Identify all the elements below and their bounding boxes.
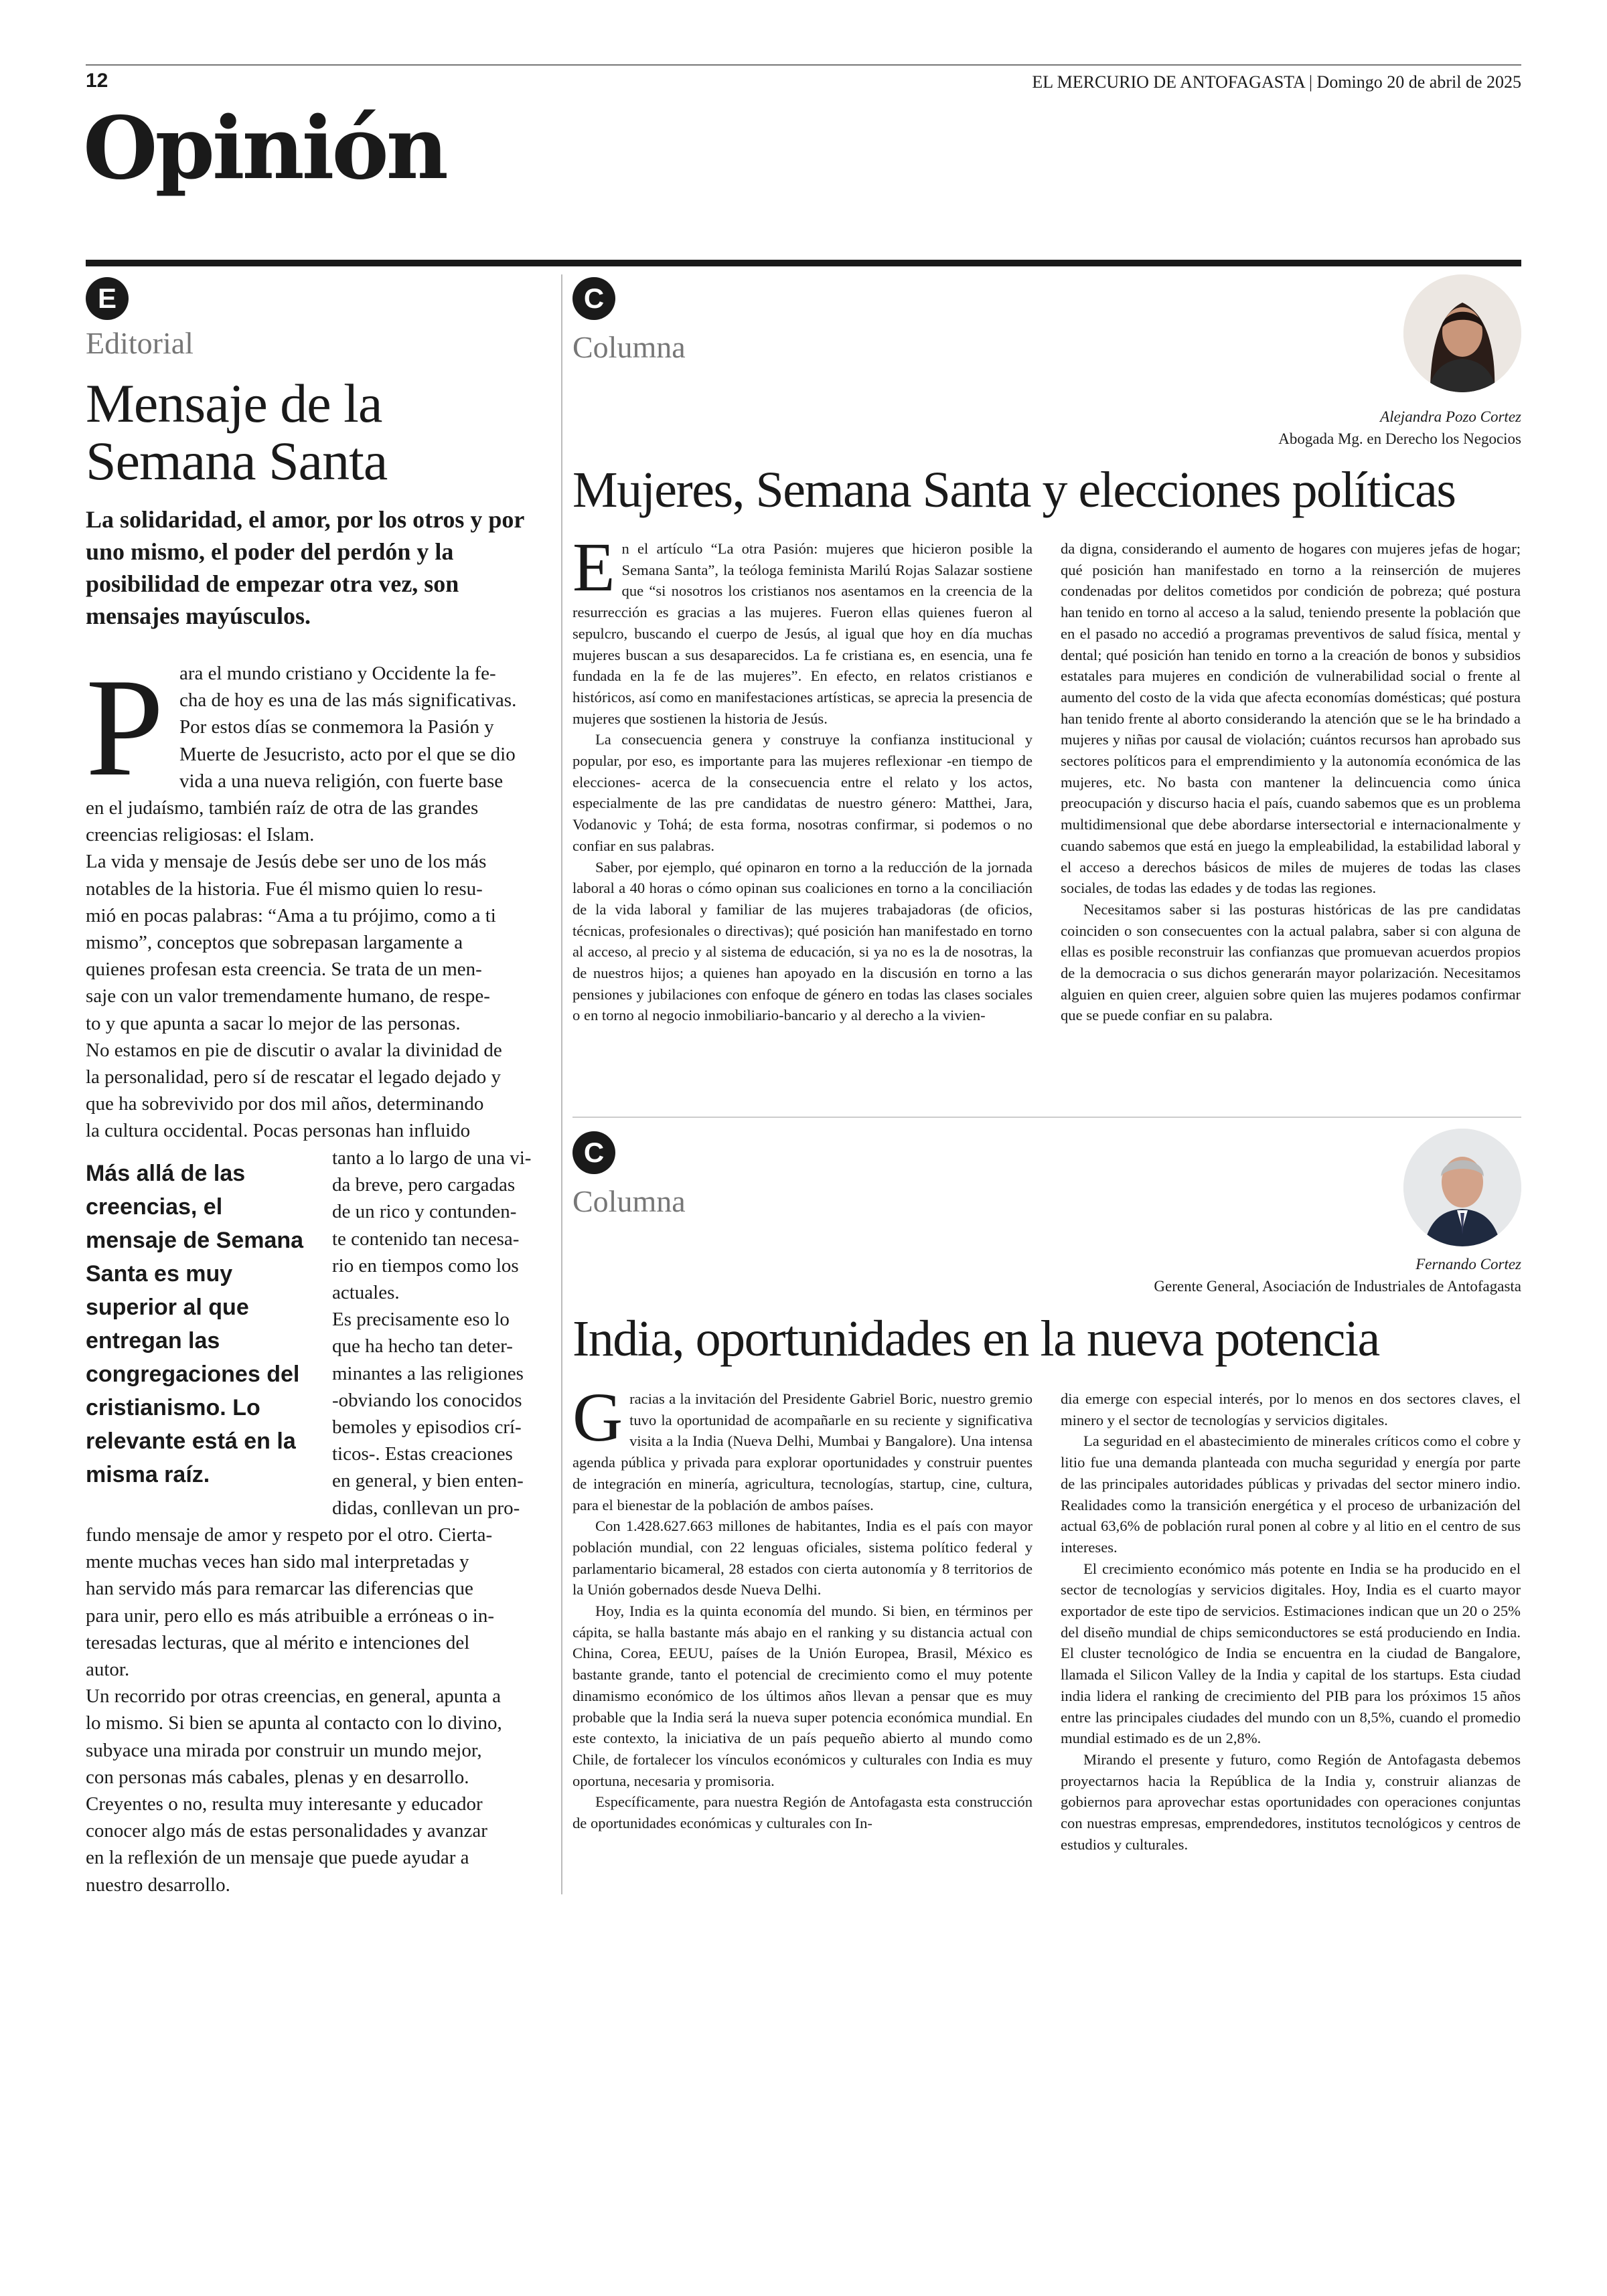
text-line: nuestro desarrollo.: [86, 1874, 230, 1896]
editorial-kicker: Editorial: [86, 326, 194, 360]
paragraph: Necesitamos saber si las posturas históricas de las pre candidatas coinciden o son consecuentes con la actual palabra, saber si con alguna de ellas es posible reconstruir las confianzas que promuevan acuerdos propios de la democracia o sus dichos generarán mayor polarización. Necesitamos alguien en quien creer, alguien sobre quien las mujeres podamos confirmar que se puede confiar en su palabra.: [1061, 900, 1521, 1024]
author-name: Alejandra Pozo Cortez: [1380, 408, 1521, 425]
text-line: que ha hecho tan deter-: [332, 1335, 513, 1358]
column1-body: [572, 529, 1521, 1026]
section-rule: [86, 260, 1521, 266]
column1-byline: [1278, 406, 1521, 450]
text-line: Creyentes o no, resulta muy interesante y educador: [86, 1793, 483, 1815]
column1-text-left: [572, 529, 1032, 1026]
masthead-separator: |: [1304, 72, 1317, 92]
text-line: conocer algo más de estas personalidades y avanzar: [86, 1820, 487, 1842]
paragraph: Mirando el presente y futuro, como Región de Antofagasta debemos proyectarnos hacia la República de la India y, construir alianzas de gobiernos para aprovechar estas oportunidades con operaciones conjuntas con nuestras empresas, emprendedores, institutos tecnológicos y centros de estudios y culturales.: [1061, 1750, 1521, 1853]
text-line: con personas más cabales, plenas y en desarrollo.: [86, 1766, 469, 1788]
text-line: la cultura occidental. Pocas personas han influido: [86, 1120, 471, 1142]
text-line: la personalidad, pero sí de rescatar el legado dejado y: [86, 1066, 502, 1088]
text-line: vida a una nueva religión, con fuerte base: [179, 770, 504, 792]
pull-quote: Más allá de las creencias, el mensaje de Semana Santa es muy superior al que entregan las congregaciones del cristianismo. Lo relevante está en la misma raíz.: [86, 1161, 304, 1487]
editorial-title: [86, 375, 548, 490]
text-line: La vida y mensaje de Jesús debe ser uno de los más: [86, 851, 487, 873]
text-line: lo mismo. Si bien se apunta al contacto con lo divino,: [86, 1712, 502, 1734]
editorial-title-line: Mensaje de la: [86, 373, 382, 434]
text-line: Es precisamente eso lo: [332, 1309, 510, 1331]
text-line: teresadas lecturas, que al mérito e intenciones del: [86, 1631, 470, 1653]
paragraph-text: n el artículo “La otra Pasión: mujeres que hicieron posible la Semana Santa”, la teóloga feminista Marilú Rojas Salazar sostiene que “si nosotros los cristianos nos asentamos en la creencia de la resurrección es gracias a las mujeres. Fueron ellas quienes fueron al sepulcro, buscando el cuerpo de Jesús, al igual que hoy en día muchas mujeres buscan a sus desaparecidos. La fe cristiana es, en esencia, una fe fundada en la fe de las mujeres”. En efecto, en relatos cristianos e históricos, así como en manifestaciones artísticas, se aprecia la presencia de mujeres que sostienen la historia de Jesús.: [572, 540, 1032, 727]
column2-drop-cap: G: [572, 1379, 623, 1456]
woman-portrait-icon: [1403, 274, 1521, 392]
editorial-title-line: Semana Santa: [86, 430, 388, 491]
text-line: saje con un valor tremendamente humano, de respe-: [86, 985, 490, 1007]
section-title: Opinión: [83, 98, 446, 199]
column-separator-rule: [572, 1117, 1521, 1118]
text-line: en el judaísmo, también raíz de otra de las grandes: [86, 797, 479, 819]
column1-text-right: [1061, 538, 1521, 1026]
paragraph: [572, 1379, 1032, 1515]
text-line: rio en tiempos como los: [332, 1254, 519, 1277]
column-divider: [561, 274, 562, 1894]
paragraph: da digna, considerando el aumento de hogares con mujeres jefas de hogar; qué posición han manifestado en torno a la reinserción de mujeres condenadas por delitos cometidos por condición de pobreza; qué postura han tenido en torno al acceso a la salud, teniendo presente la población que en el pasado no accedió a programas preventivos de salud física, mental y dental; qué posición han tenido en torno a la creación de bonos y subsidios estatales para mujeres en condición de vulnerabilidad social o frente al aumento del costo de la vida que afecta economías domésticas; qué postura han tenido frente al aborto considerando la atención que se le ha brindado a mujeres y niñas por causal de violación; cuántos recursos han aprobado sus sectores políticos para el emprendimiento y la autonomía económica de las mujeres, etc. No basta con mantener la delincuencia como única preocupación y discurso hacia el país, cuando sabemos que es un problema multidimensional que debe abordarse intersectorial e internacionalmente y cuando sabemos que está en juego la empleabilidad, la estabilidad laboral y el acceso a derechos básicos de miles de mujeres de todas las clases sociales, de todas las edades y de todas las regiones.: [1061, 540, 1521, 897]
column2-body: [572, 1379, 1521, 1855]
text-line: han servido más para remarcar las diferencias que: [86, 1578, 473, 1600]
text-line: de un rico y contunden-: [332, 1201, 517, 1223]
text-line: didas, conllevan un pro-: [332, 1497, 520, 1519]
text-line: to y que apunta a sacar lo mejor de las personas.: [86, 1012, 461, 1034]
text-line: en la reflexión de un mensaje que puede ayudar a: [86, 1847, 469, 1869]
text-line: mente muchas veces han sido mal interpretadas y: [86, 1551, 469, 1573]
text-line: minantes a las religiones: [332, 1362, 524, 1384]
column2-byline: [1154, 1253, 1521, 1297]
text-line: te contenido tan necesa-: [332, 1228, 520, 1250]
author-photo-alejandra: [1403, 274, 1521, 392]
text-line: cha de hoy es una de las más significativas.: [179, 689, 517, 712]
author-role: Abogada Mg. en Derecho los Negocios: [1278, 430, 1521, 447]
editorial-body-dropcap-block: [179, 660, 549, 795]
column2-badge: C: [572, 1131, 615, 1174]
column2-title: India, oportunidades en la nueva potencia: [572, 1311, 1379, 1367]
editorial-badge: E: [86, 277, 129, 320]
text-line: quienes profesan esta creencia. Se trata de un men-: [86, 959, 482, 981]
text-line: para unir, pero ello es más atribuible a erróneas o in-: [86, 1605, 495, 1627]
text-line: ara el mundo cristiano y Occidente la fe-: [179, 663, 496, 684]
editorial-body-block-2: [86, 1522, 549, 1898]
paragraph: Específicamente, para nuestra Región de Antofagasta esta construcción de oportunidades económicas y culturales con In-: [572, 1793, 1032, 1832]
text-line: notables de la historia. Fue él mismo quien lo resu-: [86, 878, 483, 900]
masthead: [1032, 72, 1521, 92]
column1-kicker: Columna: [572, 330, 686, 364]
editorial-lead: La solidaridad, el amor, por los otros y por uno mismo, el poder del perdón y la posibilidad de empezar otra vez, son mensajes mayúsculos.: [86, 506, 524, 629]
text-line: que ha sobrevivido por dos mil años, determinando: [86, 1093, 484, 1115]
text-line: creencias religiosas: el Islam.: [86, 824, 315, 846]
paragraph: Con 1.428.627.663 millones de habitantes, India es el país con mayor población mundial, con 22 lenguas oficiales, sistema político federal y parlamentario bicameral, 28 estados con cierta autonomía y 8 territorios de la Unión gobernados desde Nueva Delhi.: [572, 1518, 1032, 1598]
text-line: actuales.: [332, 1282, 400, 1304]
newspaper-name: EL MERCURIO DE ANTOFAGASTA: [1032, 72, 1305, 92]
man-portrait-icon: [1403, 1129, 1521, 1246]
paragraph: Saber, por ejemplo, qué opinaron en torno a la reducción de la jornada laboral a 40 horas o cómo opinan sus coaliciones en torno a la conciliación de la vida laboral y familiar de las mujeres trabajadoras (de oficios, técnicas, profesionales o directivas); qué posición han manifestado en torno al acceso, al precio y al sistema de educación, si ya no es la de nosotras, la de nuestros hijos; a quienes han apoyado en la discusión en torno a las pensiones y jubilaciones con enfoque de género en todas las clases sociales o en torno al negocio inmobiliario-bancario y al derecho a la vivien-: [572, 858, 1032, 1024]
text-line: bemoles y episodios crí-: [332, 1416, 522, 1439]
paragraph: La consecuencia genera y construye la confianza institucional y popular, por eso, es importante para las mujeres reflexionar -en tiempo de elecciones- acerca de la consecuencia entre el relato y los actos, especialmente de las pre candidatas de nuestro género: Matthei, Jara, Vodanovic y Tohá; de esta forma, nosotras confirmar, si podemos o no confiar en sus palabras.: [572, 731, 1032, 854]
text-line: subyace una mirada por construir un mundo mejor,: [86, 1739, 482, 1761]
author-name: Fernando Cortez: [1415, 1256, 1521, 1273]
author-role: Gerente General, Asociación de Industriales de Antofagasta: [1154, 1278, 1521, 1295]
text-line: mió en pocas palabras: “Ama a tu prójimo, como a ti: [86, 904, 496, 926]
editorial-drop-cap: P: [86, 650, 164, 805]
paragraph: dia emerge con especial interés, por lo menos en dos sectores claves, el minero y el sector de tecnologías y servicios digitales.: [1061, 1390, 1521, 1428]
text-line: da breve, pero cargadas: [332, 1174, 516, 1196]
paragraph: Hoy, India es la quinta economía del mundo. Si bien, en términos per cápita, se halla bastante más abajo en el ranking y su distancia actual con China, Corea, EEUU, países de la Unión Europea, Brasil, México es bastante grande, tanto el potencial de crecimiento como el muy potente dinamismo económico de los últimos años llevan a pensar que es muy probable que la India será la nueva super potencia económica mundial. En este contexto, la iniciativa de un país pequeño abierto al mundo como Chile, de fortalecer los vínculos económicos y culturales con India es muy oportuna, necesaria y promisoria.: [572, 1603, 1032, 1789]
text-line: -obviando los conocidos: [332, 1389, 522, 1411]
paragraph: [572, 529, 1032, 729]
text-line: ticos-. Estas creaciones: [332, 1443, 513, 1465]
column1-title: Mujeres, Semana Santa y elecciones políticas: [572, 462, 1456, 518]
text-line: fundo mensaje de amor y respeto por el otro. Cierta-: [86, 1524, 493, 1546]
page-number: 12: [86, 70, 108, 92]
column1-drop-cap: E: [572, 529, 615, 606]
paragraph: El crecimiento económico más potente en India se ha producido en el sector de tecnologías y servicios digitales. Hoy, India es el cuarto mayor exportador de este tipo de servicios. Estimaciones indican que un 20 o 25% del diseño mundial de chips semiconductores se está produciendo en India. El cluster tecnológico de India se encuentra en la ciudad de Bangalore, llamada el Silicon Valley de la India y capital de los startups. Esta ciudad india lidera el ranking de crecimiento del PIB para los próximos 15 años entre las principales ciudades del mundo con un 8,5%, cuando el promedio mundial estimado es de un 2,8%.: [1061, 1560, 1521, 1747]
text-line: tanto a lo largo de una vi-: [332, 1147, 532, 1169]
column1-badge: C: [572, 277, 615, 320]
top-rule: [86, 64, 1521, 66]
paragraph: La seguridad en el abastecimiento de minerales críticos como el cobre y litio fue una demanda planteada con mucha seguridad y energía por parte de las principales autoridades públicas y privadas del sector minero indio. Realidades como la transición energética y el proceso de urbanización del actual 63,6% de población rural ponen al cobre y al litio en el centro de sus intereses.: [1061, 1432, 1521, 1556]
text-line: No estamos en pie de discutir o avalar la divinidad de: [86, 1039, 502, 1061]
issue-date: Domingo 20 de abril de 2025: [1316, 72, 1521, 92]
paragraph-text: racias a la invitación del Presidente Gabriel Boric, nuestro gremio tuvo la oportunidad de acompañarle en su reciente y significativa visita a la India (Nueva Delhi, Mumbai y Bangalore). Una intensa agenda pública y privada para explorar oportunidades y construir puentes de integración en minería, agricultura, tecnologías, startup, cine, cultura, para el bienestar de la población de ambos países.: [572, 1390, 1032, 1513]
text-line: Por estos días se conmemora la Pasión y: [179, 716, 494, 738]
text-line: Un recorrido por otras creencias, en general, apunta a: [86, 1686, 501, 1708]
text-line: Muerte de Jesucristo, acto por el que se dio: [179, 743, 516, 765]
text-line: autor.: [86, 1659, 130, 1681]
text-line: mismo”, conceptos que sobrepasan largamente a: [86, 932, 463, 954]
column2-text-left: [572, 1379, 1032, 1855]
editorial-body-block-1: [86, 795, 549, 1145]
editorial-body-narrow: [332, 1145, 549, 1522]
column2-text-right: [1061, 1388, 1521, 1855]
column2-kicker: Columna: [572, 1184, 686, 1218]
author-photo-fernando: [1403, 1129, 1521, 1246]
text-line: en general, y bien enten-: [332, 1470, 524, 1492]
